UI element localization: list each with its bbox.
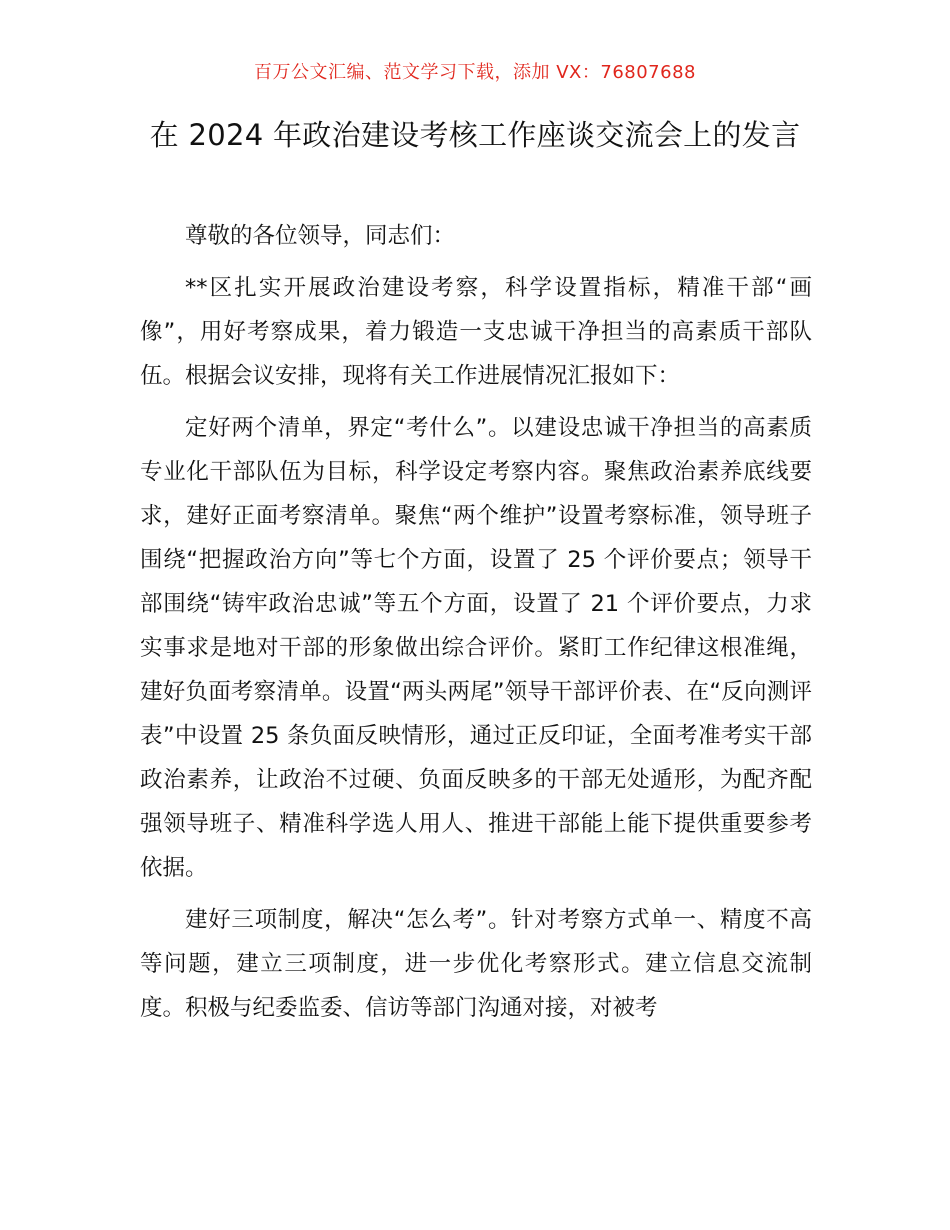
intro-paragraph: **区扎实开展政治建设考察，科学设置指标，精准干部“画像”，用好考察成果，着力锻造一支忠诚干净担当的高素质干部队伍。根据会议安排，现将有关工作进展情况汇报如下： [140, 275, 812, 389]
section-one-paragraph: 定好两个清单，界定“考什么”。以建设忠诚干净担当的高素质专业化干部队伍为目标，科学设定考察内容。聚焦政治素养底线要求，建好正面考察清单。聚焦“两个维护”设置考察标准，领导班子围绕“把握政治方向”等七个方面，设置了 25 个评价要点；领导干部围绕“铸牢政治忠诚”等五个方面，设置了 21 个评价要点，力求实事求是地对干部的形象做出综合评价。紧盯工作纪律这根准绳，建好负面考察清单。设置“两头两尾”领导干部评价表、在“反向测评表”中设置 25 条负面反映情形，通过正反印证，全面考准考实干部政治素养，让政治不过硬、负面反映多的干部无处遁形，为配齐配强领导班子、精准科学选人用人、推进干部能上能下提供重要参考依据。 [140, 415, 812, 881]
salutation-paragraph: 尊敬的各位领导，同志们： [185, 223, 456, 249]
section-two-paragraph: 建好三项制度，解决“怎么考”。针对考察方式单一、精度不高等问题，建立三项制度，进一步优化考察形式。建立信息交流制度。积极与纪委监委、信访等部门沟通对接，对被考 [140, 907, 812, 1021]
watermark-header: 百万公文汇编、范文学习下载，添加 VX：76807688 [254, 62, 696, 83]
document-body [140, 214, 812, 1030]
document-title: 在 2024 年政治建设考核工作座谈交流会上的发言 [149, 118, 801, 152]
